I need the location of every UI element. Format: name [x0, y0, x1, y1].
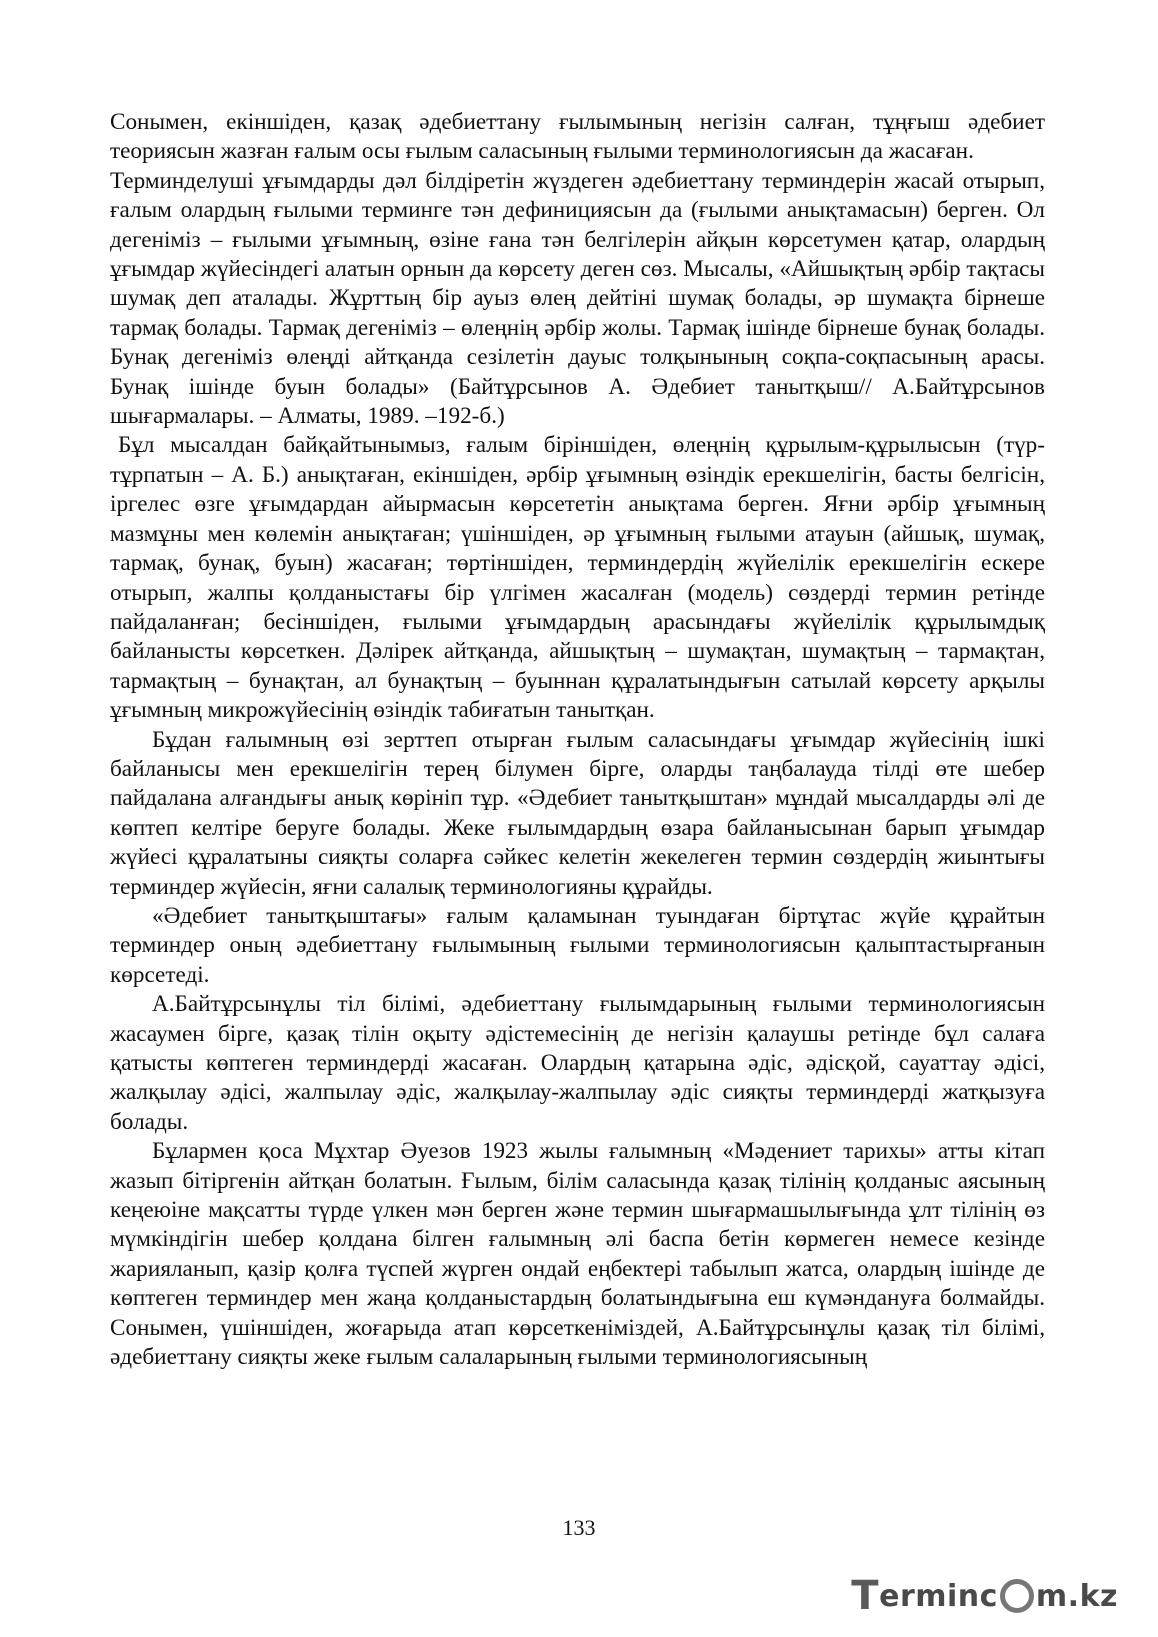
paragraph-6: А.Байтұрсынұлы тіл білімі, әдебиеттану ғылымдарының ғылыми терминологиясын жасаумен бірге, қазақ тілін оқыту әдістемесінің де негізін қалаушы ретінде бұл салаға қатысты көптеген терминдерді жасаған. Олардың қатарына әдіс, әдісқой, сауаттау әдісі, жалқылау әдісі, жалпылау әдіс, жалқылау-жалпылау әдіс сияқты терминдерді жатқызуға болады. [110, 991, 1045, 1135]
paragraph-2: Терминделуші ұғымдарды дәл білдіретін жүздеген әдебиеттану терминдерін жасай отырып, ғалым олардың ғылыми терминге тән дефинициясын да (ғылыми анықтамасын) берген. Ол дегеніміз – ғылыми ұғымның, өзіне ғана тән белгілерін айқын көрсетумен қатар, олардың ұғымдар жүйесіндегі алатын орнын да көрсету деген сөз. Мысалы, «Айшықтың әрбір тақтасы шумақ деп аталады. Жұрттың бір ауыз өлең дейтіні шумақ болады, әр шумақта бірнеше тармақ болады. Тармақ дегеніміз – өлеңнің әрбір жолы. Тармақ ішінде бірнеше бунақ болады. Бунақ дегеніміз өлеңді айтқанда сезілетін дауыс толқынының соқпа-соқпасының арасы. Бунақ ішінде буын болады» (Байтұрсынов А. Әдебиет танытқыш// А.Байтұрсынов шығармалары. – Алматы, 1989. –192-б.) [110, 167, 1045, 430]
paragraph-4: Бұдан ғалымның өзі зерттеп отырған ғылым саласындағы ұғымдар жүйесінің ішкі байланысы мен ерекшелігін терең білумен бірге, оларды таңбалауда тілді өте шебер пайдалана алғандығы анық көрініп тұр. «Әдебиет танытқыштан» мұндай мысалдарды әлі де көптеп келтіре беруге болады. Жеке ғылымдардың өзара байланысынан барып ұғымдар жүйесі құралатыны сияқты соларға сәйкес келетін жекелеген термин сөздердің жиынтығы терминдер жүйесін, яғни салалық терминологияны құрайды. [110, 726, 1045, 900]
paragraph-7: Бұлармен қоса Мұхтар Әуезов 1923 жылы ғалымның «Мәдениет тарихы» атты кітап жазып бітіргенін айтқан болатын. Ғылым, білім саласында қазақ тілінің қолданыс аясының кеңеюіне мақсатты түрде үлкен мән берген және термин шығармашылығында ұлт тілінің өз мүмкіндігін шебер қолдана білген ғалымның әлі баспа бетін көрмеген немесе кезінде жарияланып, қазір қолға түспей жүрген ондай еңбектері табылып жатса, олардың ішінде де көптеген терминдер мен жаңа қолданыстардың болатындығына еш күмәндануға болмайды. Сонымен, үшіншіден, жоғарыда атап көрсеткеніміздей, А.Байтұрсынұлы қазақ тіл білімі, әдебиеттану сияқты жеке ғылым салаларының ғылыми терминологиясының [110, 1138, 1045, 1371]
paragraph-1: Сонымен, екіншіден, қазақ әдебиеттану ғылымының негізін салған, тұңғыш әдебиет теориясын жазған ғалым осы ғылым саласының ғылыми терминологиясын да жасаған. [110, 109, 1045, 165]
page-number: 133 [562, 1515, 596, 1540]
watermark-part: erminc [879, 1578, 998, 1614]
paragraph-3: Бұл мысалдан байқайтынымыз, ғалым біріншіден, өлеңнің құрылым-құрылысын (түр-тұрпатын – А. Б.) анықтаған, екіншіден, әрбір ұғымның өзіндік ерекшелігін, басты белгісін, іргелес өзге ұғымдардан айырмасын көрсететін анықтама берген. Яғни әрбір ұғымның мазмұны мен көлемін анықтаған; үшіншіден, әр ұғымның ғылыми атауын (айшық, шумақ, тармақ, бунақ, буын) жасаған; төртіншіден, терминдердің жүйелілік ерекшелігін ескере отырып, жалпы қолданыстағы бір үлгімен жасалған (модель) сөздерді термин ретінде пайдаланған; бесіншіден, ғылыми ұғымдардың арасындағы жүйелілік құрылымдық байланысты көрсеткен. Дәлірек айтқанда, айшықтың – шумақтан, шумақтың – тармақтан, тармақтың – бунақтан, ал бунақтың – буыннан құралатындығын сатылай көрсету арқылы ұғымның микрожүйесінің өзіндік табиғатын танытқан. [110, 432, 1045, 724]
watermark-logo [851, 1573, 1118, 1619]
watermark-domain: m.kz [1035, 1578, 1118, 1614]
watermark-t: T [851, 1573, 880, 1619]
paragraph-5: «Әдебиет танытқыштағы» ғалым қаламынан туындаған біртұтас жүйе құрайтын терминдер оның әдебиеттану ғылымының ғылыми терминологиясын қалыптастырғанын көрсетеді. [110, 902, 1045, 988]
watermark-circle-icon [1000, 1579, 1034, 1613]
page-body [110, 108, 1045, 1372]
